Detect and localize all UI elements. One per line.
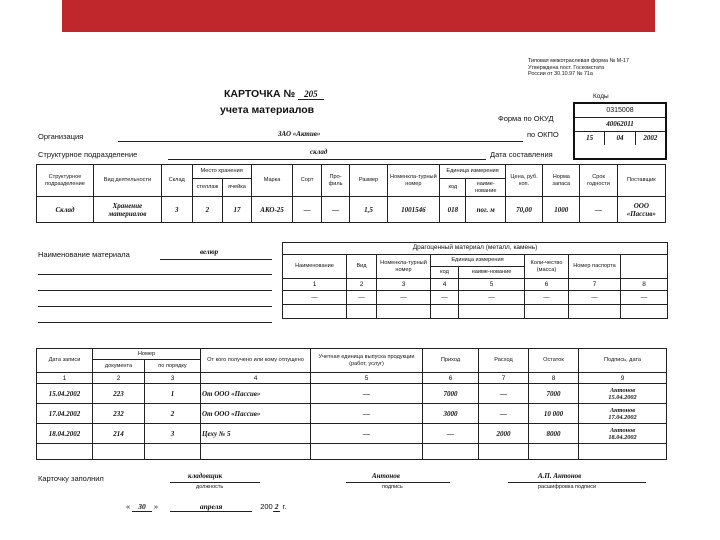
pcell: — bbox=[347, 291, 377, 305]
ledger-from: Цеху № 5 bbox=[201, 424, 311, 444]
cell-grade: — bbox=[293, 197, 321, 223]
lcol-out: Расход bbox=[479, 349, 529, 373]
cell-norm: 1000 bbox=[543, 197, 580, 223]
ledger-sign-date: 18.04.2002 bbox=[608, 433, 637, 441]
cell-supplier: ООО «Пассив» bbox=[617, 197, 665, 223]
col-supplier: Поставщик bbox=[617, 165, 665, 197]
col-activity: Вид деятельности bbox=[93, 165, 161, 197]
blank-line bbox=[38, 290, 272, 291]
pcol-measure: Единица измерения bbox=[431, 255, 525, 267]
cell-rack: 2 bbox=[192, 197, 223, 223]
col-profile: Про-филь bbox=[321, 165, 349, 197]
pcell: — bbox=[621, 291, 668, 305]
blank-line bbox=[38, 274, 272, 275]
pcol-empty bbox=[621, 255, 668, 279]
ledger-doc: 214 bbox=[93, 424, 145, 444]
ledger-doc: 232 bbox=[93, 404, 145, 424]
ledger-empty bbox=[93, 444, 145, 460]
dept-line bbox=[168, 159, 486, 160]
decoded-value: А.П. Антонов bbox=[538, 472, 582, 480]
pcell-empty bbox=[525, 305, 569, 319]
ledger-empty bbox=[423, 444, 479, 460]
lnum: 8 bbox=[529, 373, 579, 384]
col-size: Размер bbox=[350, 165, 387, 197]
material-value: велюр bbox=[200, 248, 219, 256]
lcol-doc: документа bbox=[93, 360, 145, 373]
ledger-in: — bbox=[423, 424, 479, 444]
ledger-unit: — bbox=[311, 424, 423, 444]
pnum: 7 bbox=[569, 279, 621, 291]
pcell-empty bbox=[377, 305, 431, 319]
pcell: — bbox=[283, 291, 347, 305]
signature-value: Антонов bbox=[372, 472, 400, 480]
ledger-sign bbox=[579, 384, 667, 404]
cell-cell: 17 bbox=[223, 197, 252, 223]
date-label: Дата составления bbox=[490, 150, 553, 159]
sign-day: 30 bbox=[132, 502, 152, 512]
ledger-empty bbox=[579, 444, 667, 460]
signature-caption: подпись bbox=[382, 484, 403, 490]
cell-price: 70,00 bbox=[505, 197, 542, 223]
col-unit: Структурное подразделение bbox=[37, 165, 94, 197]
col-price: Цена, руб. коп. bbox=[505, 165, 542, 197]
pcell-empty bbox=[459, 305, 525, 319]
codes-header: Коды bbox=[593, 93, 609, 100]
ledger-unit: — bbox=[311, 404, 423, 424]
lnum: 4 bbox=[201, 373, 311, 384]
cell-code: 018 bbox=[440, 197, 466, 223]
form-note-line: Утверждена пост. Госкомстата bbox=[528, 64, 605, 71]
pnum: 8 bbox=[621, 279, 668, 291]
ledger-out: 2000 bbox=[479, 424, 529, 444]
codes-box bbox=[573, 102, 667, 160]
pcell: — bbox=[569, 291, 621, 305]
ledger-from: От ООО «Пассив» bbox=[201, 384, 311, 404]
sign-year-suffix: г. bbox=[282, 502, 287, 511]
date-day: 15 bbox=[575, 132, 605, 145]
sign-month: апреля bbox=[170, 502, 252, 512]
okud-code: 0315008 bbox=[575, 104, 665, 118]
card-title-prefix: КАРТОЧКА № bbox=[224, 88, 296, 100]
ledger-balance: 8000 bbox=[529, 424, 579, 444]
ledger-doc: 223 bbox=[93, 384, 145, 404]
okud-label: Форма по ОКУД bbox=[498, 114, 554, 123]
card-subtitle: учета материалов bbox=[220, 104, 315, 116]
pcol-passport: Номер паспорта bbox=[569, 255, 621, 279]
okpo-label: по ОКПО bbox=[527, 130, 559, 139]
ledger-unit: — bbox=[311, 384, 423, 404]
ledger-seq: 2 bbox=[145, 404, 201, 424]
lcol-number: Номер bbox=[93, 349, 201, 360]
ledger-date: 15.04.2002 bbox=[37, 384, 93, 404]
ledger-balance: 7000 bbox=[529, 384, 579, 404]
cell-shelf: — bbox=[580, 197, 617, 223]
ledger-empty bbox=[529, 444, 579, 460]
pcell-empty bbox=[431, 305, 459, 319]
ledger-from: От ООО «Пассив» bbox=[201, 404, 311, 424]
pnum: 5 bbox=[459, 279, 525, 291]
pcol-kind: Вид bbox=[347, 255, 377, 279]
lnum: 1 bbox=[37, 373, 93, 384]
ledger-seq: 1 bbox=[145, 384, 201, 404]
ledger-date: 17.04.2002 bbox=[37, 404, 93, 424]
pnum: 1 bbox=[283, 279, 347, 291]
org-label: Организация bbox=[38, 132, 84, 141]
lnum: 9 bbox=[579, 373, 667, 384]
ledger-empty bbox=[145, 444, 201, 460]
header-banner bbox=[62, 0, 655, 32]
ledger-empty bbox=[201, 444, 311, 460]
ledger-in: 7000 bbox=[423, 384, 479, 404]
position-value: кладовщик bbox=[188, 472, 223, 480]
card-title bbox=[224, 88, 324, 100]
cell-profile: — bbox=[321, 197, 349, 223]
pnum: 6 bbox=[525, 279, 569, 291]
col-code: код bbox=[440, 179, 466, 197]
sign-year-prefix: 200 bbox=[260, 502, 273, 511]
material-label: Наименование материала bbox=[38, 250, 130, 259]
org-line bbox=[118, 141, 523, 142]
pcol-item-no: Номенкла-турный номер bbox=[377, 255, 431, 279]
lcol-in: Приход bbox=[423, 349, 479, 373]
cell-unit: Склад bbox=[37, 197, 94, 223]
col-rack: стеллаж bbox=[192, 179, 223, 197]
lcol-date: Дата записи bbox=[37, 349, 93, 373]
ledger-seq: 3 bbox=[145, 424, 201, 444]
decoded-caption: расшифровка подписи bbox=[538, 484, 597, 490]
lcol-balance: Остаток bbox=[529, 349, 579, 373]
col-name: наиме-нование bbox=[466, 179, 505, 197]
material-line bbox=[160, 259, 272, 260]
dept-value: склад bbox=[310, 148, 328, 156]
okpo-code: 40062011 bbox=[575, 118, 665, 132]
ledger-sign-name: Антонов bbox=[609, 386, 636, 394]
cell-warehouse: 3 bbox=[161, 197, 192, 223]
form-note-line: России от 30.10.97 № 71а bbox=[528, 71, 593, 77]
filled-by-label: Карточку заполнил bbox=[38, 474, 104, 483]
signature-line bbox=[346, 482, 450, 483]
lnum: 6 bbox=[423, 373, 479, 384]
lnum: 3 bbox=[145, 373, 201, 384]
ledger-empty bbox=[479, 444, 529, 460]
pnum: 2 bbox=[347, 279, 377, 291]
pcell: — bbox=[377, 291, 431, 305]
date-month: 04 bbox=[605, 132, 635, 145]
date-cells bbox=[575, 132, 665, 145]
material-attributes-table bbox=[36, 164, 666, 223]
lcol-unit: Учетная единица выпуска продукции (работ, услуг) bbox=[311, 349, 423, 373]
ledger-in: 3000 bbox=[423, 404, 479, 424]
ledger-date: 18.04.2002 bbox=[37, 424, 93, 444]
position-caption: должность bbox=[196, 484, 224, 490]
lcol-from: От кого получено или кому отпущено bbox=[201, 349, 311, 373]
col-grade: Сорт bbox=[293, 165, 321, 197]
col-cell: ячейка bbox=[223, 179, 252, 197]
lnum: 7 bbox=[479, 373, 529, 384]
decoded-line bbox=[508, 482, 646, 483]
pcell: — bbox=[525, 291, 569, 305]
cell-activity: Хранение материалов bbox=[93, 197, 161, 223]
lnum: 2 bbox=[93, 373, 145, 384]
cell-size: 1,5 bbox=[350, 197, 387, 223]
ledger-sign-name: Антонов bbox=[609, 426, 636, 434]
ledger-empty bbox=[37, 444, 93, 460]
lnum: 5 bbox=[311, 373, 423, 384]
material-card-document bbox=[20, 46, 708, 528]
pcell: — bbox=[431, 291, 459, 305]
pcell-empty bbox=[621, 305, 668, 319]
pcell-empty bbox=[569, 305, 621, 319]
ledger-sign bbox=[579, 424, 667, 444]
form-note bbox=[528, 58, 629, 78]
position-line bbox=[170, 482, 260, 483]
blank-line bbox=[38, 306, 272, 307]
ledger-sign bbox=[579, 404, 667, 424]
pcell: — bbox=[459, 291, 525, 305]
cell-item-no: 1001546 bbox=[387, 197, 440, 223]
col-item-no: Номенкла-турный номер bbox=[387, 165, 440, 197]
cell-brand: АКО-25 bbox=[251, 197, 293, 223]
sign-date: « 30 » апреля 200 2 г. bbox=[126, 502, 287, 511]
org-value: ЗАО «Актив» bbox=[278, 130, 321, 138]
card-number: 205 bbox=[298, 89, 324, 100]
banner-rect bbox=[62, 0, 655, 32]
lcol-seq: по порядку bbox=[145, 360, 201, 373]
ledger-table bbox=[36, 348, 667, 460]
dept-label: Структурное подразделение bbox=[38, 150, 138, 159]
cell-name: пог. м bbox=[466, 197, 505, 223]
col-warehouse: Склад bbox=[161, 165, 192, 197]
lcol-sign: Подпись, дата bbox=[579, 349, 667, 373]
pcell-empty bbox=[283, 305, 347, 319]
pnum: 4 bbox=[431, 279, 459, 291]
pcol-name: Наименование bbox=[283, 255, 347, 279]
ledger-empty bbox=[311, 444, 423, 460]
pcol-code: код bbox=[431, 267, 459, 279]
form-note-line: Типовая межотраслевая форма № М-17 bbox=[528, 58, 630, 64]
sign-year-digit: 2 bbox=[274, 502, 279, 511]
date-year: 2002 bbox=[643, 134, 658, 142]
col-shelf: Срок годности bbox=[580, 165, 617, 197]
ledger-balance: 10 000 bbox=[529, 404, 579, 424]
pcell-empty bbox=[347, 305, 377, 319]
pnum: 3 bbox=[377, 279, 431, 291]
ledger-out: — bbox=[479, 384, 529, 404]
ledger-sign-date: 15.04.2002 bbox=[608, 393, 637, 401]
col-storage: Место хранения bbox=[192, 165, 251, 179]
col-norm: Норма запаса bbox=[543, 165, 580, 197]
ledger-sign-name: Антонов bbox=[609, 406, 636, 414]
col-brand: Марка bbox=[251, 165, 293, 197]
precious-material-table bbox=[282, 242, 668, 319]
ledger-sign-date: 17.04.2002 bbox=[608, 413, 637, 421]
pcol-qty: Коли-чество (масса) bbox=[525, 255, 569, 279]
col-measure: Единица измерения bbox=[440, 165, 506, 179]
ledger-out: — bbox=[479, 404, 529, 424]
pcol-unit-name: наиме-нование bbox=[459, 267, 525, 279]
blank-line bbox=[38, 322, 272, 323]
precious-title: Драгоценный материал (металл, камень) bbox=[283, 243, 668, 255]
